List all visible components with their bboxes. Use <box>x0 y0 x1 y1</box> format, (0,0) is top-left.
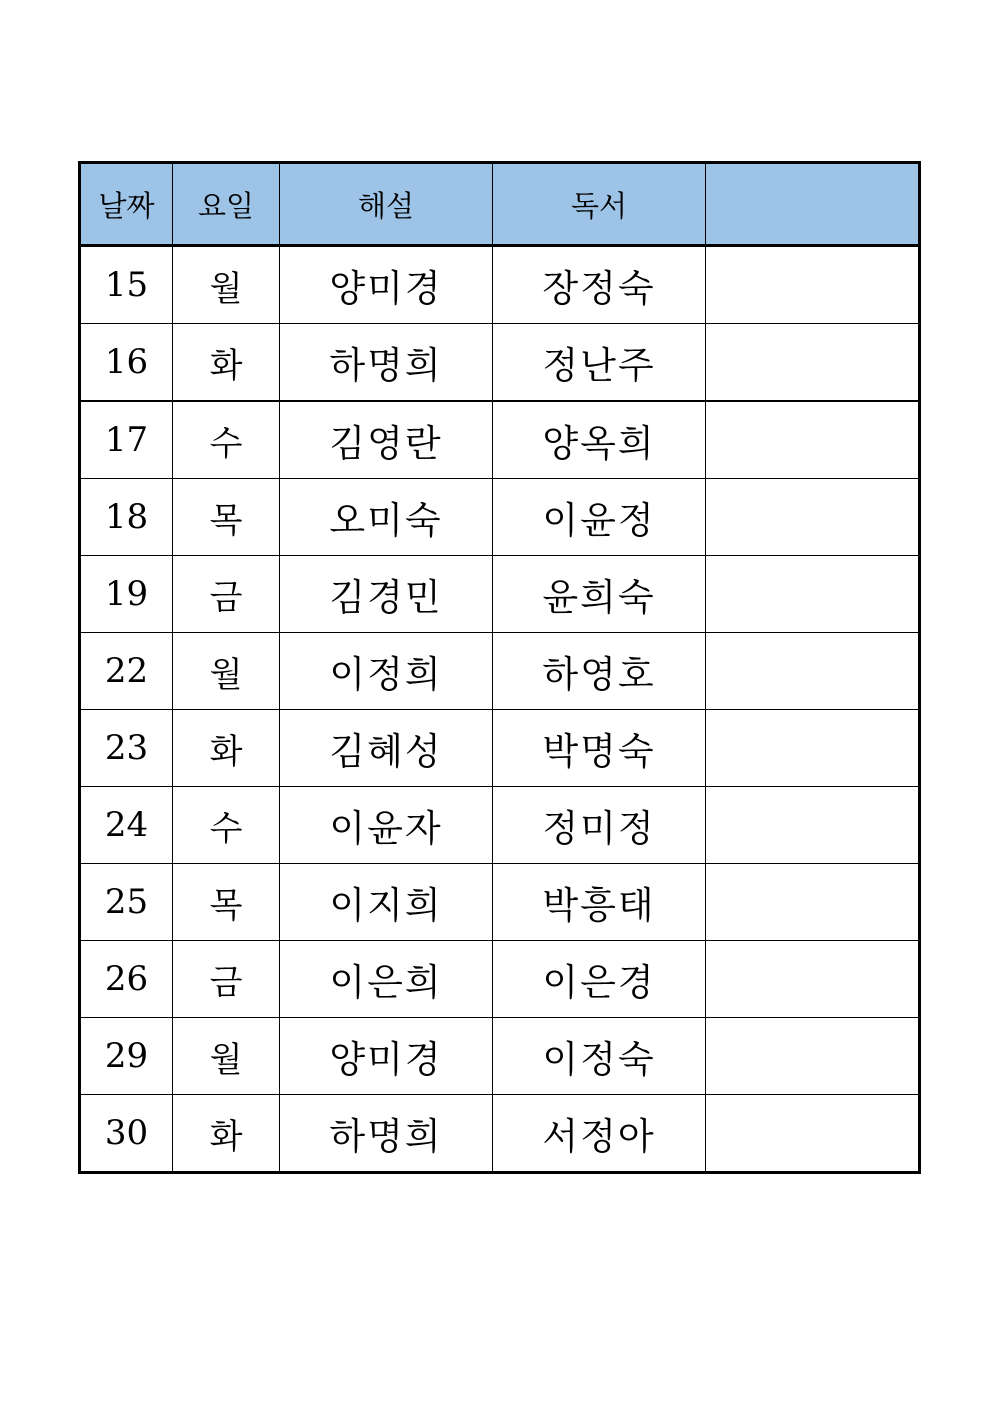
cell-day: 월 <box>173 1018 280 1095</box>
cell-day: 수 <box>173 401 280 479</box>
cell-extra <box>706 324 920 402</box>
cell-date: 15 <box>80 246 173 324</box>
cell-commentary: 이윤자 <box>280 787 493 864</box>
cell-reading: 박명숙 <box>493 710 706 787</box>
cell-date: 22 <box>80 633 173 710</box>
table-row <box>80 246 920 324</box>
cell-reading: 이윤정 <box>493 479 706 556</box>
header-row <box>80 163 920 246</box>
cell-commentary: 양미경 <box>280 1018 493 1095</box>
cell-date: 30 <box>80 1095 173 1173</box>
cell-day: 금 <box>173 556 280 633</box>
cell-reading: 정난주 <box>493 324 706 402</box>
cell-date: 18 <box>80 479 173 556</box>
table-row <box>80 324 920 402</box>
cell-extra <box>706 246 920 324</box>
cell-reading: 이정숙 <box>493 1018 706 1095</box>
cell-extra <box>706 1018 920 1095</box>
cell-day: 월 <box>173 633 280 710</box>
header-day: 요일 <box>173 163 280 246</box>
cell-date: 17 <box>80 401 173 479</box>
cell-day: 월 <box>173 246 280 324</box>
cell-reading: 이은경 <box>493 941 706 1018</box>
cell-day: 화 <box>173 324 280 402</box>
header-commentary: 해설 <box>280 163 493 246</box>
cell-date: 26 <box>80 941 173 1018</box>
table-row <box>80 401 920 479</box>
cell-extra <box>706 710 920 787</box>
table-row <box>80 864 920 941</box>
table-row <box>80 710 920 787</box>
cell-reading: 장정숙 <box>493 246 706 324</box>
cell-commentary: 김영란 <box>280 401 493 479</box>
table-row <box>80 1018 920 1095</box>
cell-extra <box>706 1095 920 1173</box>
header-date: 날짜 <box>80 163 173 246</box>
cell-reading: 하영호 <box>493 633 706 710</box>
cell-commentary: 이정희 <box>280 633 493 710</box>
cell-commentary: 하명희 <box>280 1095 493 1173</box>
cell-commentary: 이지희 <box>280 864 493 941</box>
cell-date: 25 <box>80 864 173 941</box>
cell-day: 목 <box>173 864 280 941</box>
cell-commentary: 양미경 <box>280 246 493 324</box>
cell-commentary: 하명희 <box>280 324 493 402</box>
cell-reading: 서정아 <box>493 1095 706 1173</box>
cell-day: 수 <box>173 787 280 864</box>
cell-date: 29 <box>80 1018 173 1095</box>
cell-date: 24 <box>80 787 173 864</box>
cell-day: 화 <box>173 710 280 787</box>
table-row <box>80 941 920 1018</box>
cell-commentary: 김혜성 <box>280 710 493 787</box>
header-extra <box>706 163 920 246</box>
cell-reading: 정미정 <box>493 787 706 864</box>
cell-day: 화 <box>173 1095 280 1173</box>
cell-reading: 윤희숙 <box>493 556 706 633</box>
cell-commentary: 오미숙 <box>280 479 493 556</box>
cell-extra <box>706 864 920 941</box>
cell-commentary: 김경민 <box>280 556 493 633</box>
table-row <box>80 787 920 864</box>
cell-extra <box>706 941 920 1018</box>
cell-extra <box>706 633 920 710</box>
cell-reading: 박흥태 <box>493 864 706 941</box>
cell-extra <box>706 787 920 864</box>
cell-extra <box>706 556 920 633</box>
schedule-body <box>80 246 920 1173</box>
table-row <box>80 1095 920 1173</box>
cell-day: 목 <box>173 479 280 556</box>
cell-commentary: 이은희 <box>280 941 493 1018</box>
reading-schedule-table <box>78 161 921 1174</box>
cell-date: 19 <box>80 556 173 633</box>
table-row <box>80 556 920 633</box>
table-row <box>80 479 920 556</box>
cell-extra <box>706 401 920 479</box>
cell-date: 23 <box>80 710 173 787</box>
cell-day: 금 <box>173 941 280 1018</box>
header-reading: 독서 <box>493 163 706 246</box>
cell-date: 16 <box>80 324 173 402</box>
cell-extra <box>706 479 920 556</box>
table-row <box>80 633 920 710</box>
cell-reading: 양옥희 <box>493 401 706 479</box>
